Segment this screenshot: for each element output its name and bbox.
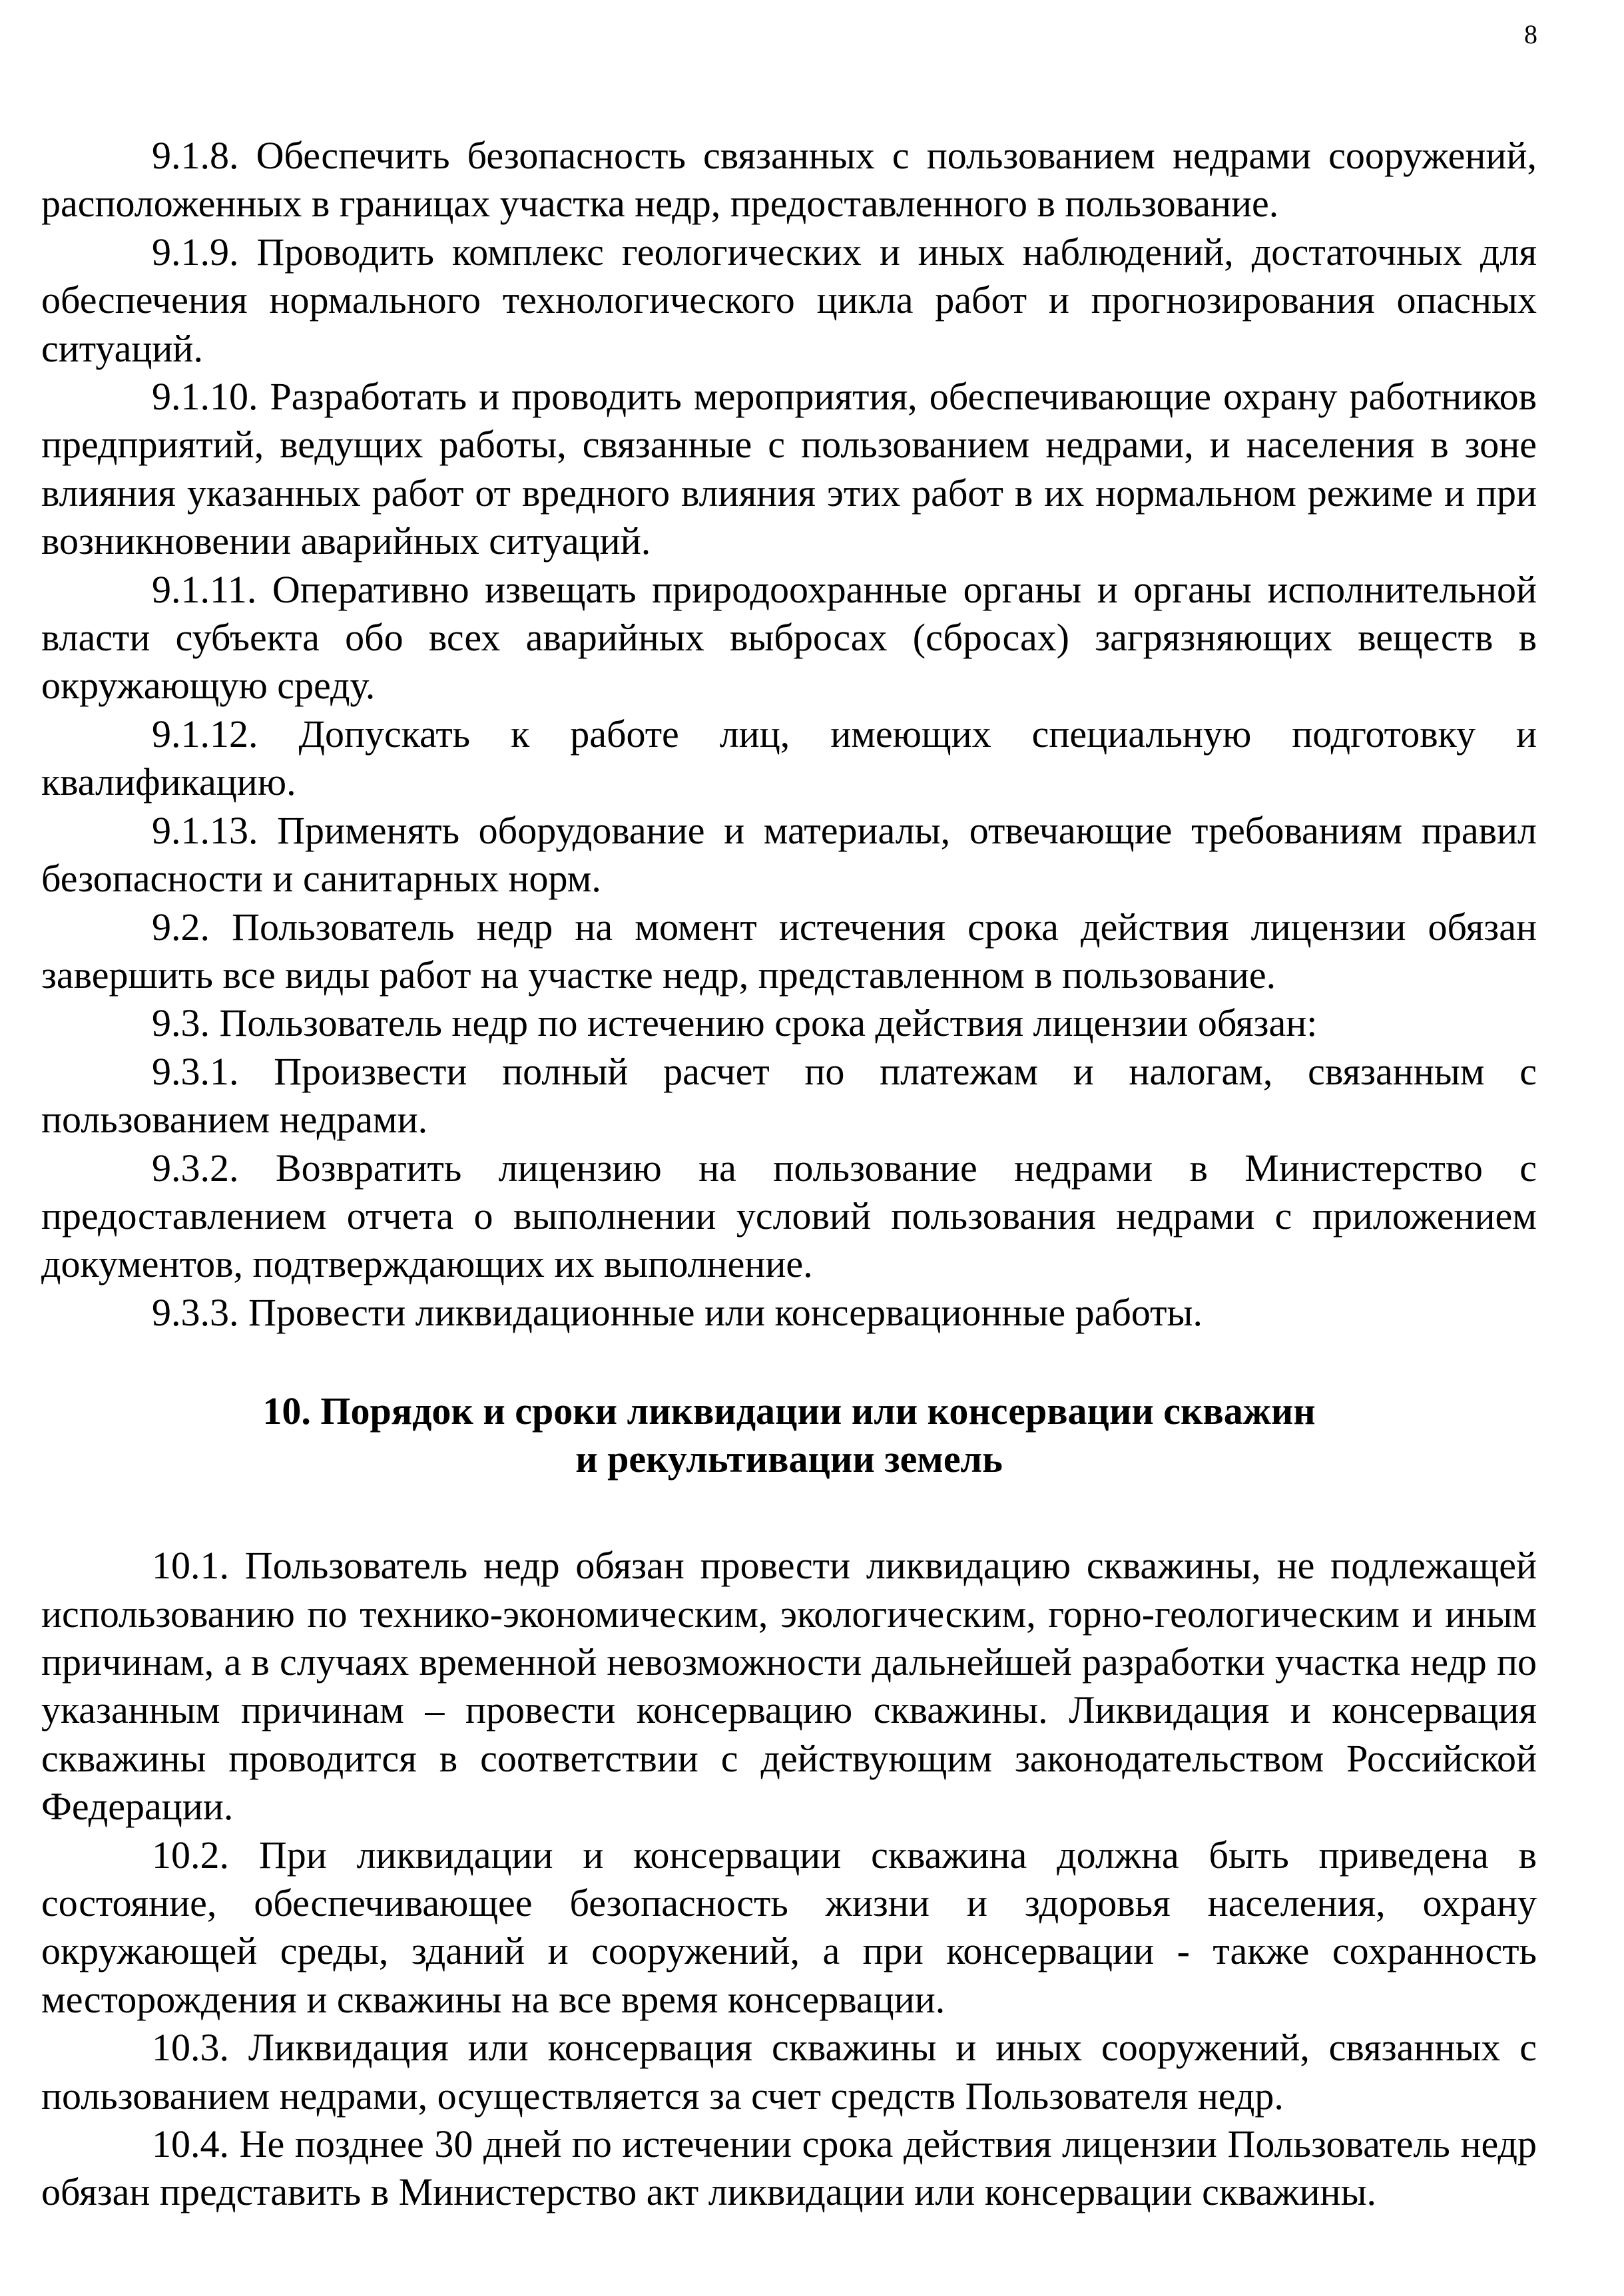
paragraph-10-1: 10.1. Пользователь недр обязан провести ликвидацию скважины, не подлежащей использованию по технико-экономическим, экологическим, горно-геологическим и иным причинам, а в случаях временной невозможности дальнейшей разработки участка недр по указанным причинам – провести консервацию скважины. Ликвидация и консервация скважины проводится в соответствии с действующим законодательством Российской Федерации. [41,1544,1537,1829]
paragraph-10-3: 10.3. Ликвидация или консервация скважины и иных сооружений, связанных с пользованием недрами, осуществляется за счет средств Пользователя недр. [41,2026,1537,2118]
paragraph-9-1-11: 9.1.11. Оперативно извещать природоохранные органы и органы исполнительной власти субъекта обо всех аварийных выбросах (сбросах) загрязняющих веществ в окружающую среду. [41,567,1537,708]
page-number: 8 [1524,19,1537,49]
paragraph-9-1-12: 9.1.12. Допускать к работе лиц, имеющих специальную подготовку и квалификацию. [41,712,1537,804]
paragraph-9-1-8: 9.1.8. Обеспечить безопасность связанных с пользованием недрами сооружений, расположенных в границах участка недр, предоставленного в пользование. [41,134,1537,226]
section-heading-line-2: и рекультивации земель [575,1437,1003,1481]
paragraph-9-3-1: 9.3.1. Произвести полный расчет по платежам и налогам, связанным с пользованием недрами. [41,1049,1537,1142]
document-body [41,132,1537,2217]
section-heading-line-1: 10. Порядок и сроки ликвидации или консервации скважин [262,1389,1316,1433]
paragraph-9-1-10: 9.1.10. Разработать и проводить мероприятия, обеспечивающие охрану работников предприятий, ведущих работы, связанные с пользованием недрами, и населения в зоне влияния указанных работ от вредного влияния этих работ в их нормальном режиме и при возникновении аварийных ситуаций. [41,375,1537,563]
paragraph-9-2: 9.2. Пользователь недр на момент истечения срока действия лицензии обязан завершить все виды работ на участке недр, представленном в пользование. [41,905,1537,997]
paragraph-9-3-2: 9.3.2. Возвратить лицензию на пользование недрами в Министерство с предоставлением отчета о выполнении условий пользования недрами с приложением документов, подтверждающих их выполнение. [41,1146,1537,1286]
paragraph-9-1-13: 9.1.13. Применять оборудование и материалы, отвечающие требованиям правил безопасности и санитарных норм. [41,808,1537,901]
paragraph-10-2: 10.2. При ликвидации и консервации скважина должна быть приведена в состояние, обеспечивающее безопасность жизни и здоровья населения, охрану окружающей среды, зданий и сооружений, а при консервации - также сохранность месторождения и скважины на все время консервации. [41,1833,1537,2021]
paragraph-9-1-9: 9.1.9. Проводить комплекс геологических и иных наблюдений, достаточных для обеспечения нормального технологического цикла работ и прогнозирования опасных ситуаций. [41,230,1537,370]
paragraph-10-4: 10.4. Не позднее 30 дней по истечении срока действия лицензии Пользователь недр обязан представить в Министерство акт ликвидации или консервации скважины. [41,2122,1537,2214]
paragraph-9-3: 9.3. Пользователь недр по истечению срока действия лицензии обязан: [152,1001,1318,1045]
section-heading-10 [41,1387,1537,1483]
paragraph-9-3-3: 9.3.3. Провести ликвидационные или консервационные работы. [152,1290,1203,1334]
